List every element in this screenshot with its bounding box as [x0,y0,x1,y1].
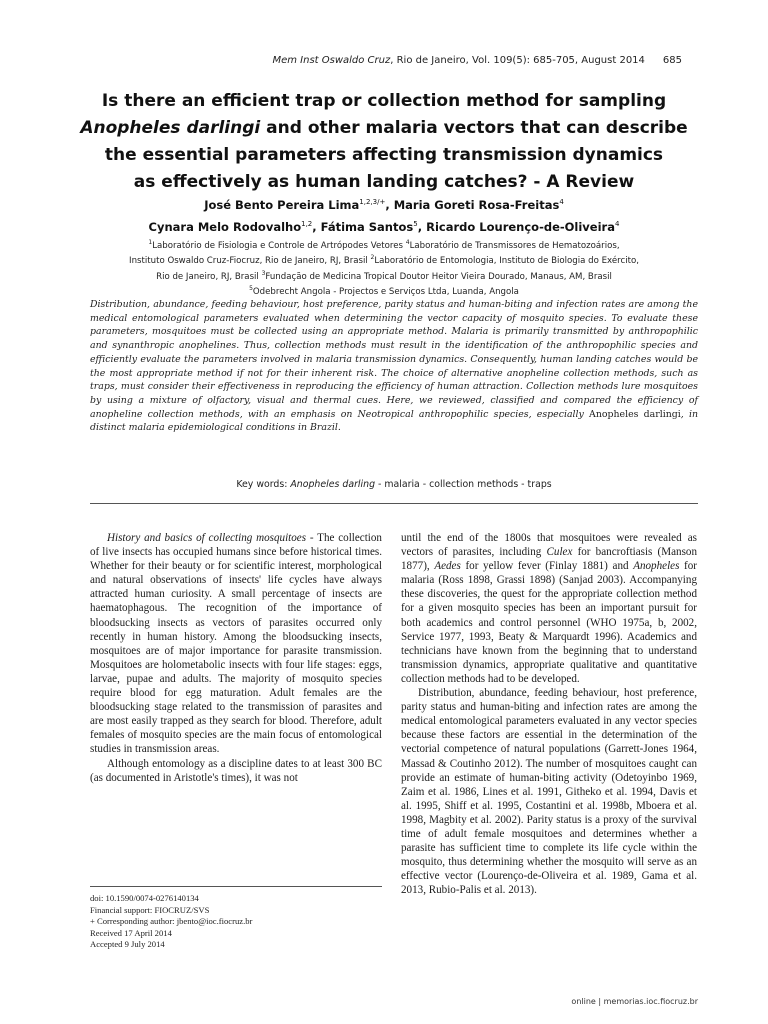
abstract-species: Anopheles darlingi [589,408,681,420]
abstract [90,298,698,435]
journal-name: Mem Inst Oswaldo Cruz [272,55,391,66]
footer-separator: | [595,997,604,1006]
affiliations [110,237,658,298]
paragraph: until the end of the 1800s that mosquitoes were revealed as vectors of parasites, including Culex for bancroftiasis (Manson 1877), Aedes for yellow fever (Finlay 1881) and Anopheles for malaria (Ross 1898, Grassi 1898) (Sanjad 2003). Accompanying these discoveries, the quest for the appropriate collection method for a given mosquito species has been an important pursuit for both academics and control personnel (WHO 1975a, b, 2002, Service 1977, 1993, Beaty & Marquardt 1996). Academics and technicians have known from the beginning that to understand transmission dynamics, appropriate qualitative and quantitative collection methods had to be developed. [401,532,697,685]
abstract-tail: , in distinct malaria epidemiological conditions in Brazil. [90,408,698,434]
section-heading: History and basics of collecting mosquitoes [107,532,307,544]
footnotes [90,893,382,951]
affiliation-line-3: Rio de Janeiro, RJ, Brasil $^3$Fundação de Medicina Tropical Doutor Heitor Vieira Dourado, Manaus, AM, Brasil [156,269,612,282]
keywords [90,479,698,490]
paragraph: Distribution, abundance, feeding behaviour, host preference, parity status and human-biting and infection rates are among the medical entomological parameters evaluated in any vector species because these factors are essential in the determination of the vectorial competence of natural populations (Garrett-Jones 1964, Massad & Coutinho 2012). The number of mosquitoes caught can provide an estimate of human-biting activity (Odetoyinbo 1969, Zaim et al. 1986, Lines et al. 1991, Githeko et al. 1994, Davis et al. 1995, Shiff et al. 1995, Costantini et al. 1998b, Mboera et al. 1998, Magbity et al. 2002). Parity status is a proxy of the survival time of adult female mosquitoes and determines whether a parasite has sufficient time to complete its life cycle within the mosquito, thus determining whether the mosquito will serve as an effective vector (Lourenço-de-Oliveira et al. 1989, Gama et al. 2013, Rubio-Palis et al. 2013). [401,687,697,897]
accepted-date: Accepted 9 July 2014 [90,939,165,950]
corresponding-author: + Corresponding author: jbento@ioc.fiocruz.br [90,916,253,927]
footnote-divider [90,886,382,887]
title-line-2: Anopheles darlingi and other malaria vectors that can describe [80,118,688,138]
running-header [272,55,682,66]
title-species: Anopheles darlingi [80,118,261,138]
paragraph: History and basics of collecting mosquitoes - The collection of live insects has occupied humans since before historical times. Whether for their beauty or for scientific interest, morphological and natural observations of insects' life cycles have always attracted human curiosity. A small percentage of insects are haematophagous. The recognition of the importance of bloodsucking insects as vectors of parasites occurred only recently in human history. Among the bloodsucking insects, mosquitoes are of major importance for parasite transmission. Mosquitoes are holometabolic insects with four life stages: eggs, larvae, pupae and adults. The majority of mosquito species require blood for egg maturation. Adult females are the bloodsucking stage related to the transmission of parasites and are most easily trapped as they search for blood. Therefore, adult females of mosquito species are the main focus of entomological studies in transmission areas. [90,532,382,756]
affiliation-line-2: Instituto Oswaldo Cruz-Fiocruz, Rio de Janeiro, RJ, Brasil $^2$Laboratório de Entomologia, Instituto de Biologia do Exército, [129,254,639,267]
author-line-2: Cynara Melo Rodovalho$^{1,2}$, Fátima Santos$^5$, Ricardo Lourenço-de-Oliveira$^4$ [148,219,620,234]
affiliation-line-4: $^5$Odebrecht Angola - Projectos e Serviços Ltda, Luanda, Angola [249,284,519,297]
section-divider [90,503,698,504]
keywords-label: Key words: [236,479,291,490]
article-title [70,88,698,196]
doi: doi: 10.1590/0074-0276140134 [90,893,199,903]
body-column-left [90,531,382,785]
paragraph: Although entomology as a discipline dates to at least 300 BC (as documented in Aristotle's times), it was not [90,757,382,784]
keywords-species: Anopheles darling [290,479,376,490]
footer-online: online [571,997,596,1006]
page-number: 685 [662,55,682,66]
title-line-3: the essential parameters affecting transmission dynamics [104,145,664,165]
page-footer [571,997,698,1006]
financial-support: Financial support: FIOCRUZ/SVS [90,904,210,915]
title-line-4: as effectively as human landing catches? - A Review [133,172,635,192]
journal-details: , Rio de Janeiro, Vol. 109(5): 685-705, August 2014 [390,55,645,66]
footer-site: memorias.ioc.fiocruz.br [603,997,698,1006]
keywords-rest: - malaria - collection methods - traps [375,479,552,490]
title-line-1: Is there an efficient trap or collection method for sampling [101,91,667,111]
author-line-1: José Bento Pereira Lima$^{1,2,3/+}$, Maria Goreti Rosa-Freitas$^4$ [204,197,564,212]
received-date: Received 17 April 2014 [90,927,172,938]
affiliation-line-1: $^1$Laboratório de Fisiologia e Controle de Artrópodes Vetores $^4$Laboratório de Transmissores de Hematozoários, [148,239,620,251]
body-column-right [401,531,697,897]
author-list [80,193,688,237]
abstract-text: Distribution, abundance, feeding behaviour, host preference, parity status and human-biting and infection rates are among the medical entomological parameters evaluated when determining the vector capacity of mosquito species. To evaluate these parameters, mosquitoes must be collected using an appropriate method. Malaria is primarily transmitted by anthropophilic and synanthropic anophelines. Thus, collection methods must result in the identification of the anthropophilic species and efficiently evaluate the parameters involved in malaria transmission dynamics. Consequently, human landing catches would be the most appropriate method if not for their inherent risk. The choice of alternative anopheline collection methods, such as traps, must consider their effectiveness in reproducing the efficiency of human attraction. Collection methods lure mosquitoes by using a mixture of olfactory, visual and thermal cues. Here, we reviewed, classified and compared the efficiency of anopheline collection methods, with an emphasis on Neotropical anthropophilic species, especially [90,299,698,420]
